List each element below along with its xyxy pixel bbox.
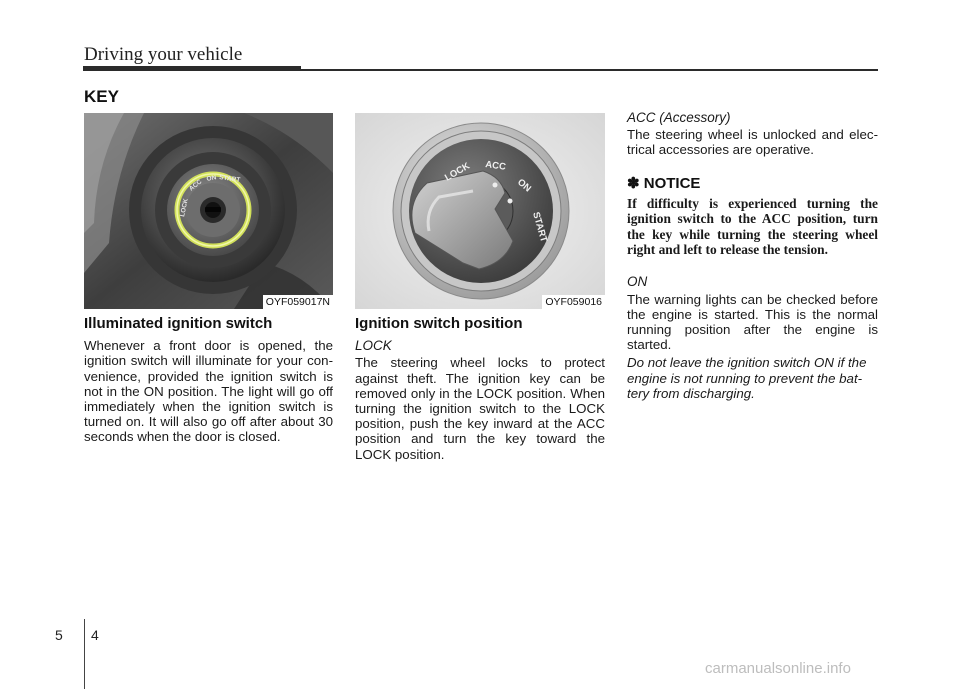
ring-label-lock: LOCK (443, 160, 472, 184)
position-title: Ignition switch position (355, 315, 523, 332)
ring-label-lock: LOCK (179, 197, 190, 218)
page-number: 4 (91, 627, 99, 643)
ring-label-acc: ACC (187, 178, 204, 193)
figure-code-left: OYF059017N (263, 295, 333, 309)
watermark: carmanualsonline.info (705, 660, 851, 677)
notice-title: ✽ NOTICE (627, 174, 701, 192)
illuminated-title: Illuminated ignition switch (84, 315, 273, 332)
lock-heading: LOCK (355, 338, 392, 354)
ring-label-start: START (530, 210, 550, 244)
header-rule-thin (301, 69, 878, 71)
on-body: The warning lights can be checked before the engine is started. This is the normal running position after the engine is started. (627, 291, 878, 353)
column-illuminated (84, 316, 333, 445)
notice-body: If difficulty is experienced turning the ignition switch to the ACC position, turn the key while turning the steering wheel right and left to release the tension. (627, 195, 878, 258)
ring-labels-left (84, 113, 333, 309)
acc-heading: ACC (Accessory) (627, 110, 731, 125)
column-position (355, 316, 605, 462)
page-number-divider (84, 619, 85, 689)
ring-labels-right (355, 113, 605, 309)
header-rule-thick (83, 66, 301, 71)
ring-label-start: START (218, 174, 241, 184)
section-title: KEY (84, 87, 119, 106)
illuminated-body: Whenever a front door is opened, the ignition switch will illuminate for your convenience, provided the ignition switch is not in the ON position. The light will go off immediately when the ignition switch is turned on. It will also go off after about 30 seconds when the door is closed. (84, 338, 333, 445)
switch-position-illustration (355, 113, 605, 309)
on-note: Do not leave the ignition switch ON if the engine is not running to prevent the battery from discharging. (627, 355, 867, 401)
on-heading: ON (627, 274, 648, 290)
column-acc-on (627, 110, 878, 401)
chapter-number: 5 (55, 627, 63, 643)
lock-body: The steering wheel locks to protect against theft. The ignition key can be removed only in the LOCK position. When turning the ignition switch to the LOCK position, push the key inward at the ACC position and turn the key toward the LOCK position. (355, 355, 605, 462)
ring-label-on: ON (515, 176, 534, 195)
ring-label-on: ON (205, 174, 217, 183)
ring-label-acc: ACC (484, 159, 507, 173)
page-header-title: Driving your vehicle (84, 44, 243, 65)
figure-code-right: OYF059016 (542, 295, 605, 309)
illuminated-switch-photo (84, 113, 333, 309)
acc-body: The steering wheel is unlocked and electrical accessories are operative. (627, 127, 878, 158)
